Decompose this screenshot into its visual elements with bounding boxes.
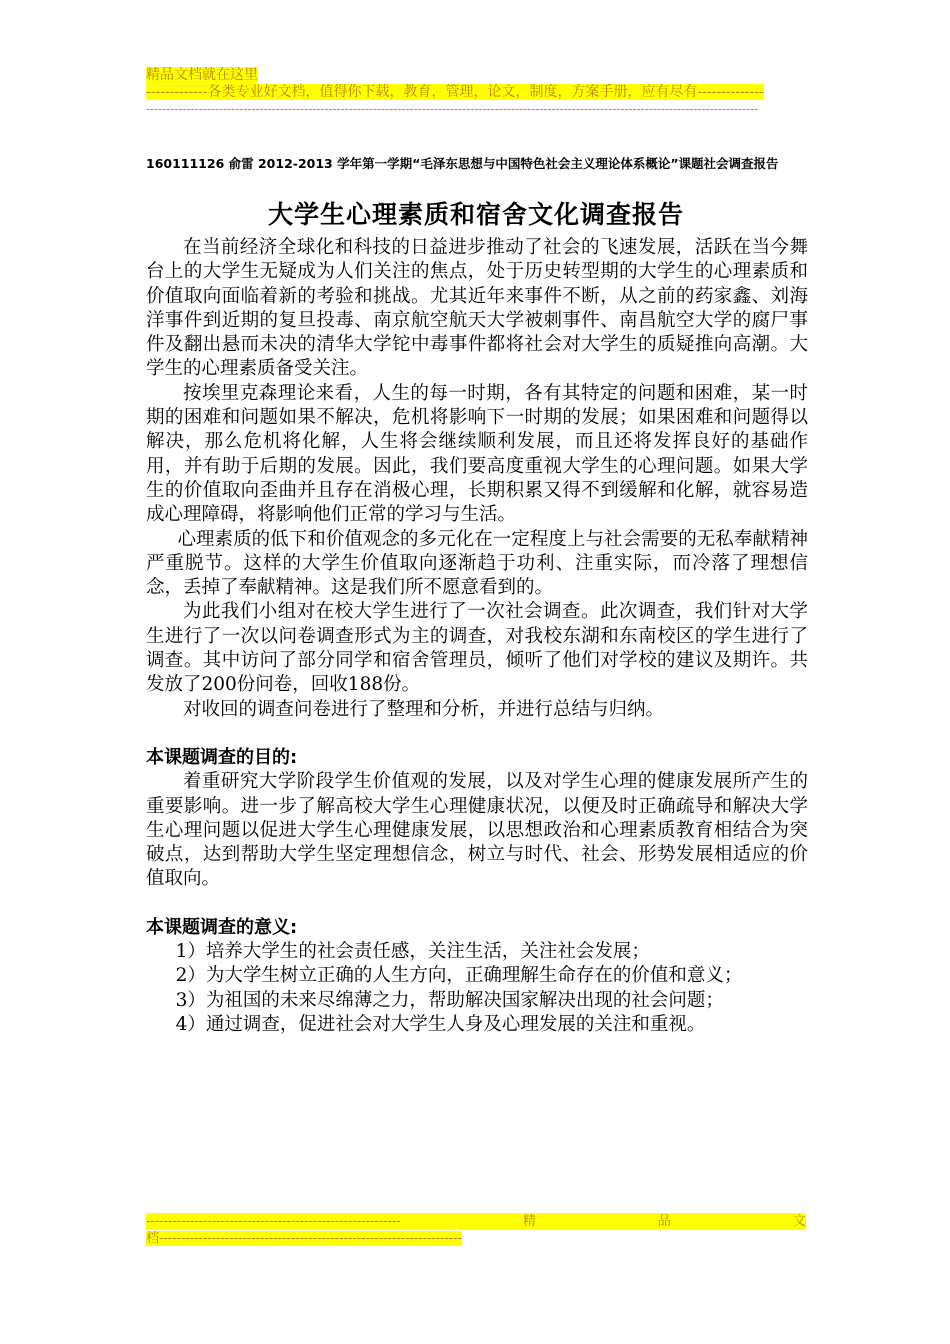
- footer-dashes: ----------------------------------------------------------: [146, 1214, 401, 1229]
- paragraph: 在当前经济全球化和科技的日益进步推动了社会的飞速发展，活跃在当今舞台上的大学生无疑成为人们关注的焦点，处于历史转型期的大学生的心理素质和价值取向面临着新的考验和挑战。尤其近年来事件不断，从之前的药家鑫、刘海洋事件到近期的复旦投毒、南京航空航天大学被刺事件、南昌航空大学的腐尸事件及翻出悬而未决的清华大学铊中毒事件都将社会对大学生的质疑推向高潮。大学生的心理素质备受关注。: [146, 237, 808, 380]
- paragraph: 对收回的调查问卷进行了整理和分析，并进行总结与归纳。: [183, 698, 665, 720]
- paragraph: 心理素质的低下和价值观念的多元化在一定程度上与社会需要的无私奉献精神严重脱节。这样的大学生价值取向逐渐趋于功利、注重实际，而冷落了理想信念，丢掉了奉献精神。这是我们所不愿意看到的。: [146, 528, 808, 599]
- footer-line-2: [146, 1230, 806, 1247]
- footer-char: 精: [522, 1214, 536, 1229]
- document-title: 大学生心理素质和宿舍文化调查报告: [267, 200, 684, 229]
- paragraph: 为此我们小组对在校大学生进行了一次社会调查。此次调查，我们针对大学生进行了一次以问卷调查形式为主的调查，对我校东湖和东南校区的学生进行了调查。其中访问了部分同学和宿舍管理员，倾听了他们对学校的建议及期许。共发放了200份问卷，回收188份。: [146, 601, 808, 696]
- purpose-heading: 本课题调查的目的:: [146, 746, 298, 768]
- header-divider: -------------------------------------------------------------------------------------------------------------------------------------------------------: [146, 102, 759, 116]
- footer: [146, 1213, 806, 1247]
- footer-line-1: [146, 1213, 806, 1230]
- list-item: 1）培养大学生的社会责任感，关注生活，关注社会发展；: [175, 941, 650, 963]
- footer-char: 文: [792, 1214, 806, 1229]
- paragraph: 按埃里克森理论来看，人生的每一时期，各有其特定的问题和困难，某一时期的困难和问题如果不解决，危机将影响下一时期的发展；如果困难和问题得以解决，那么危机将化解，人生将会继续顺利发展，而且还将发挥良好的基础作用，并有助于后期的发展。因此，我们要高度重视大学生的心理问题。如果大学生的价值取向歪曲并且存在消极心理，长期积累又得不到缓解和化解，就容易造成心理障碍，将影响他们正常的学习与生活。: [146, 382, 808, 526]
- significance-heading: 本课题调查的意义:: [146, 916, 298, 938]
- list-item: 3）为祖国的未来尽绵薄之力，帮助解决国家解决出现的社会问题；: [175, 989, 724, 1011]
- purpose-text: 着重研究大学阶段学生价值观的发展，以及对学生心理的健康发展所产生的重要影响。进一步了解高校大学生心理健康状况，以便及时正确疏导和解决大学生心理问题以促进大学生心理健康发展，以思想政治和心理素质教育相结合为突破点，达到帮助大学生坚定理想信念，树立与时代、社会、形势发展相适应的价值取向。: [146, 771, 808, 890]
- footer-char: 档: [146, 1231, 160, 1246]
- header-brand-text: 精品文档就在这里: [146, 67, 258, 83]
- header-subtitle-text: -------------各类专业好文档，值得你下载，教育，管理，论文，制度，方案手册，应有尽有--------------: [146, 84, 764, 100]
- footer-char: 品: [657, 1214, 671, 1229]
- document-body: [146, 236, 808, 1037]
- course-info: 160111126 俞雷 2012-2013 学年第一学期“毛泽东思想与中国特色社会主义理论体系概论”课题社会调查报告: [146, 156, 779, 171]
- header-brand: [146, 66, 258, 84]
- header-subtitle: [146, 83, 764, 101]
- list-item: 4）通过调查，促进社会对大学生人身及心理发展的关注和重视。: [175, 1013, 706, 1035]
- footer-trail-dashes: ---------------------------------------------------------------------: [159, 1231, 463, 1246]
- list-item: 2）为大学生树立正确的人生方向，正确理解生命存在的价值和意义；: [175, 965, 743, 987]
